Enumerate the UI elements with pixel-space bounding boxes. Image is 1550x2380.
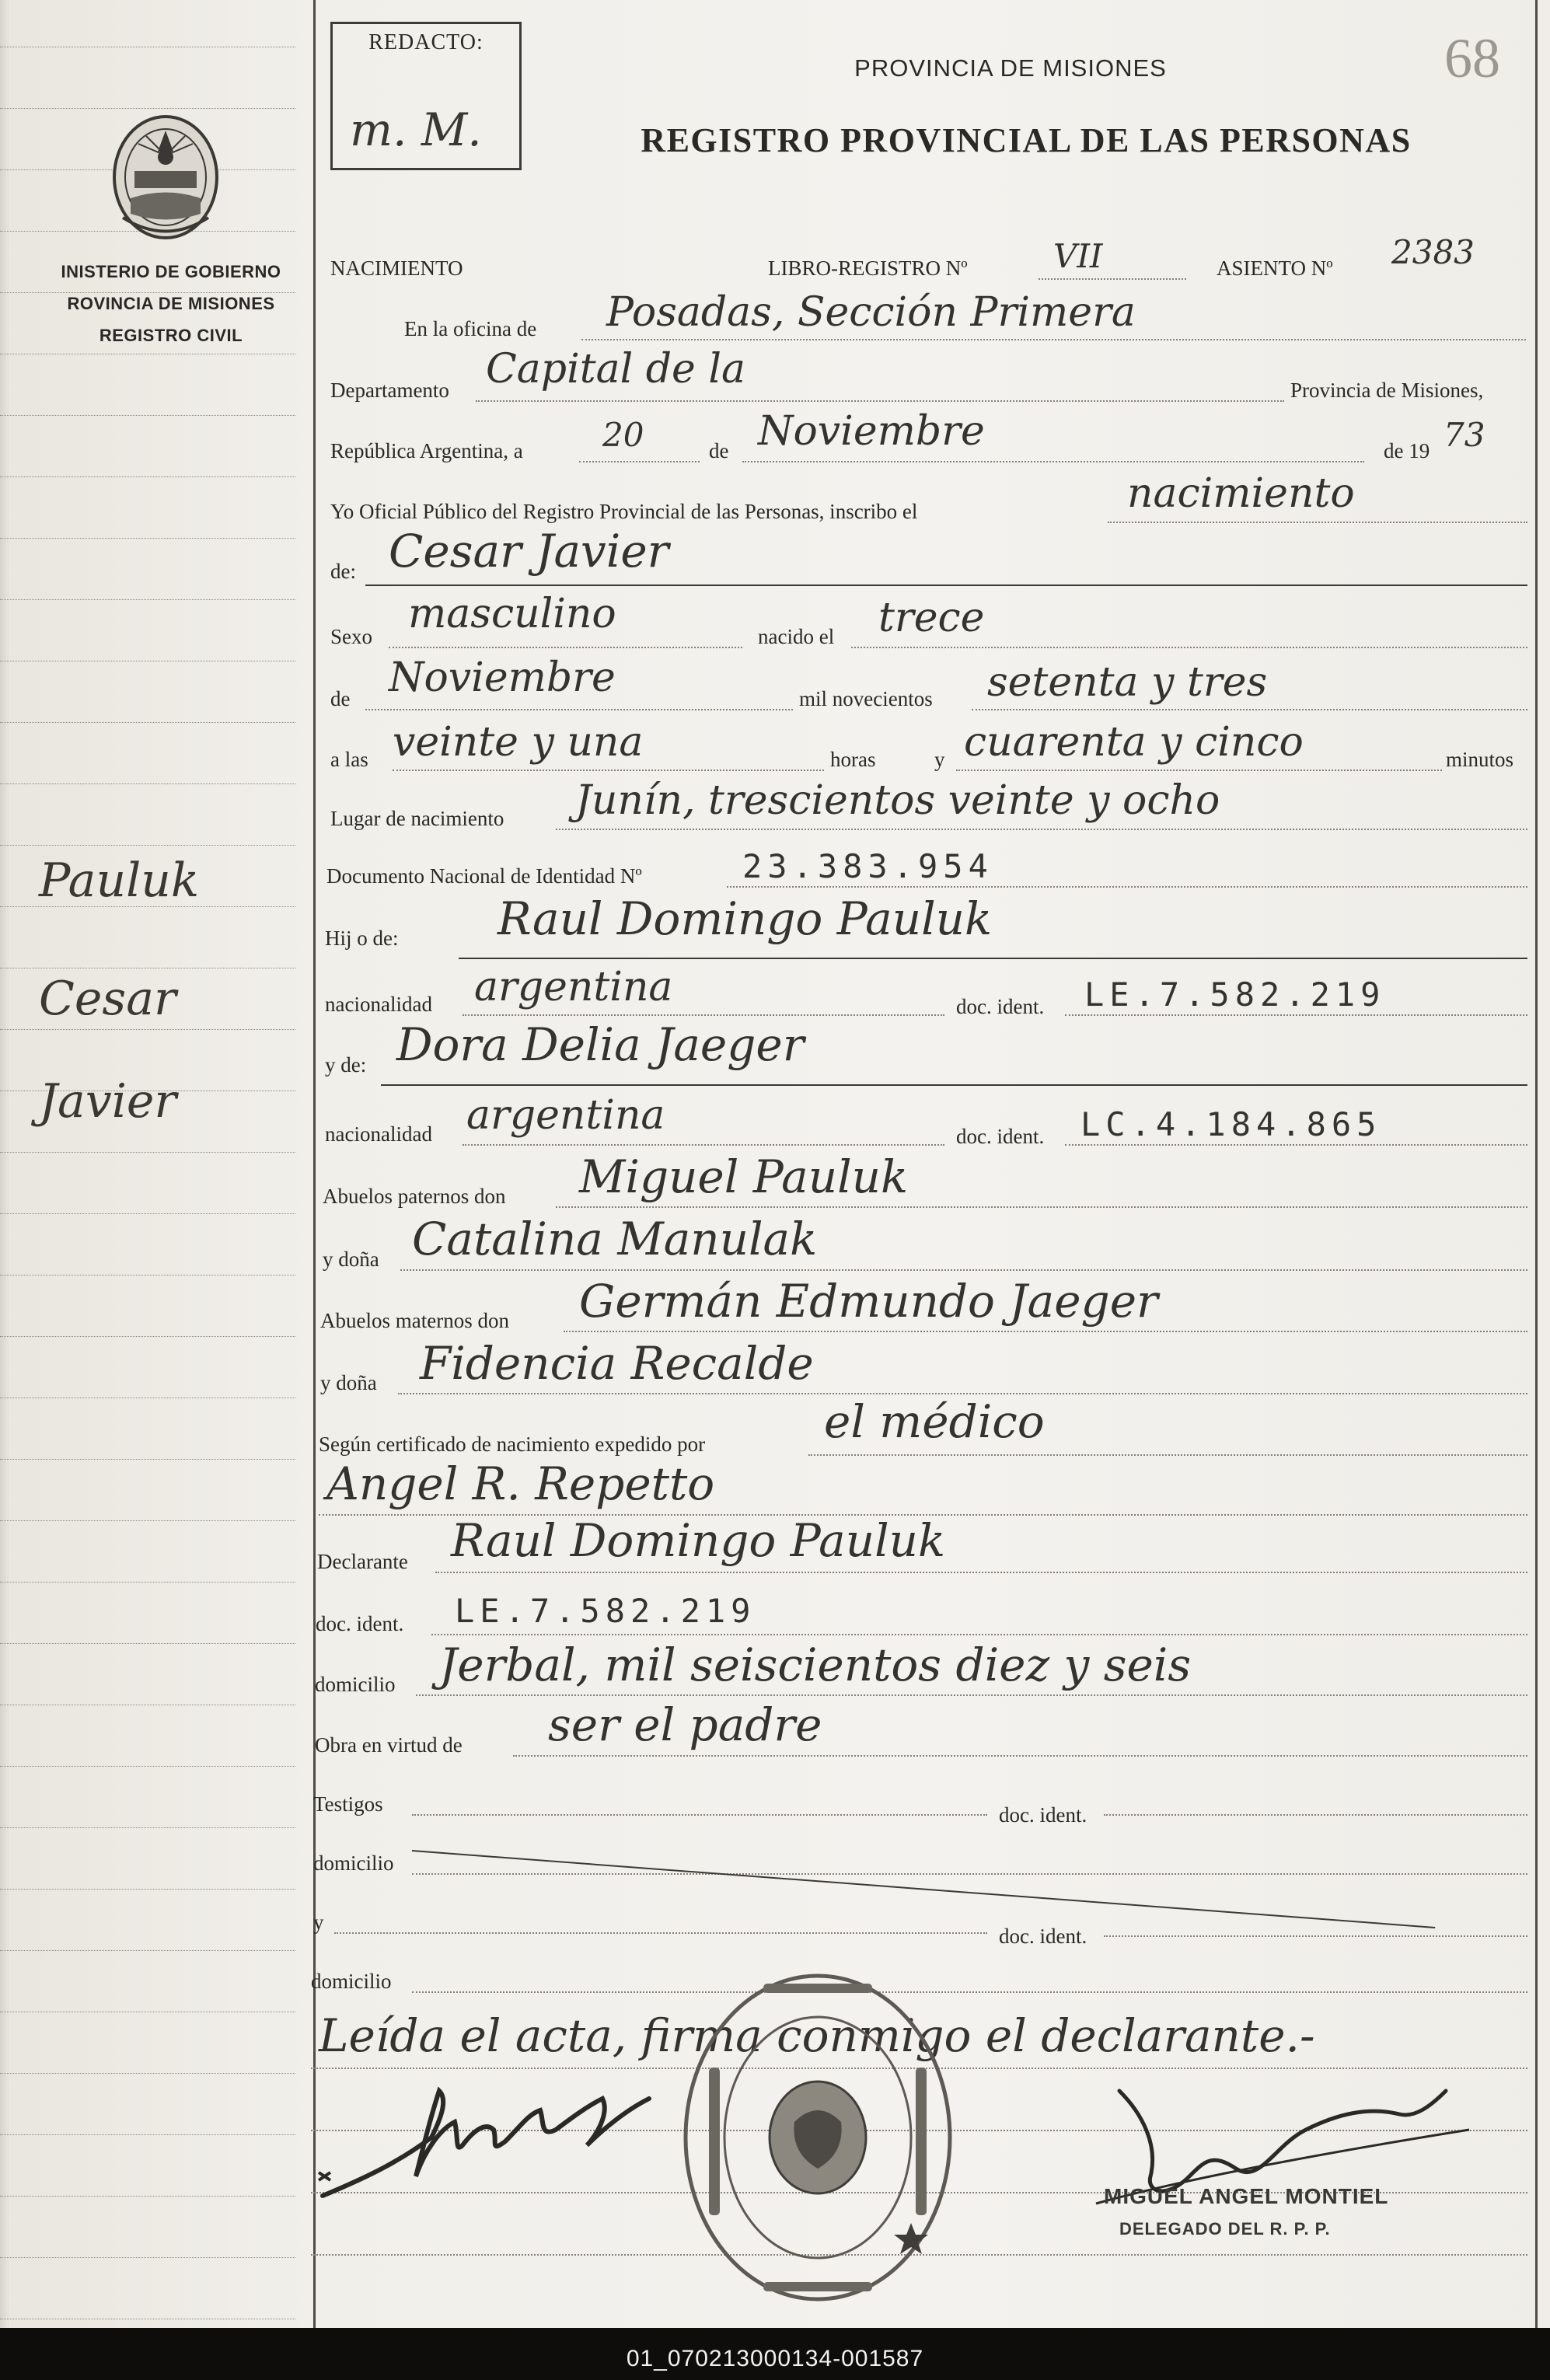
margin-rule: [0, 1459, 295, 1460]
margin-rule: [0, 722, 295, 723]
margin-rule: [0, 1336, 295, 1337]
birth-year-words: setenta y tres: [987, 659, 1268, 706]
margin-rule: [0, 1152, 295, 1153]
official-name: MIGUEL ANGEL MONTIEL: [1104, 2184, 1389, 2208]
official-statement: Yo Oficial Público del Registro Provincial de las Personas, inscribo el: [330, 500, 918, 523]
de2-label: de: [330, 687, 351, 710]
doctor-name: Angel R. Repetto: [326, 1457, 715, 1510]
department-value: Capital de la: [486, 346, 745, 393]
margin-rule: [0, 1889, 295, 1890]
province-title: PROVINCIA DE MISIONES: [854, 54, 1167, 82]
margin-rule: [0, 292, 295, 293]
closing-note: Leída el acta, firma conmigo el declarante.-: [319, 2009, 1315, 2062]
and-label: y: [934, 748, 945, 771]
act-type: nacimiento: [1127, 470, 1355, 517]
official-stamp-icon: [678, 1966, 958, 2308]
entry-number: 2383: [1391, 233, 1475, 271]
witness2-domicile-label: domicilio: [311, 1970, 392, 1993]
declarant-signature-icon: [307, 2068, 696, 2215]
margin-rule: [0, 2196, 295, 2197]
sex-label: Sexo: [330, 625, 372, 648]
father-doc: LE.7.582.219: [1084, 975, 1386, 1014]
declarant-domicile: Jerbal, mil seiscientos diez y seis: [439, 1638, 1192, 1691]
binding-strip: [0, 0, 11, 2328]
registry-title: REGISTRO PROVINCIAL DE LAS PERSONAS: [641, 121, 1412, 159]
margin-rule: [0, 1766, 295, 1767]
record-type-label: NACIMIENTO: [330, 256, 463, 280]
mother-doc: LC.4.184.865: [1080, 1105, 1382, 1143]
father-nationality-label: nacionalidad: [325, 993, 432, 1016]
paternal-grandmother: Catalina Manulak: [412, 1213, 818, 1265]
page-number: 68: [1444, 27, 1500, 89]
margin-rule: [0, 2257, 295, 2258]
registration-month: Noviembre: [758, 408, 985, 455]
birth-hour: veinte y una: [393, 719, 644, 766]
dni-label: Documento Nacional de Identidad Nº: [326, 864, 642, 888]
mother-nationality: argentina: [466, 1092, 665, 1139]
redacto-label: REDACTO:: [368, 30, 484, 54]
mother-doc-label: doc. ident.: [956, 1125, 1045, 1148]
born-label: nacido el: [758, 625, 835, 648]
registration-year: 73: [1444, 416, 1485, 454]
margin-rule: [0, 538, 295, 539]
paternal-label: Abuelos paternos don: [323, 1185, 506, 1208]
birthplace-value: Junín, trescientos veinte y ocho: [575, 777, 1220, 824]
ministry-line-3: REGISTRO CIVIL: [99, 326, 243, 345]
at-label: a las: [330, 748, 368, 771]
registration-day: 20: [602, 416, 644, 454]
maternal-grandfather: Germán Edmundo Jaeger: [579, 1275, 1158, 1328]
witnesses-label: Testigos: [313, 1792, 383, 1816]
ministry-line-2: ROVINCIA DE MISIONES: [67, 294, 275, 313]
provincial-seal-icon: [99, 109, 232, 245]
maternal-label: Abuelos maternos don: [320, 1309, 509, 1332]
birth-day: trece: [878, 595, 985, 641]
declarant-doc: LE.7.582.219: [455, 1592, 756, 1630]
office-value: Posadas, Sección Primera: [606, 289, 1136, 336]
mother-name: Dora Delia Jaeger: [396, 1018, 805, 1071]
official-role: DELEGADO DEL R. P. P.: [1119, 2219, 1331, 2239]
declarant-doc-label: doc. ident.: [316, 1612, 404, 1635]
office-label: En la oficina de: [404, 317, 537, 340]
de-label: de: [709, 439, 729, 462]
margin-rule: [0, 1643, 295, 1644]
declarant-label: Declarante: [317, 1550, 408, 1573]
maternal-dona-label: y doña: [320, 1371, 377, 1394]
father-nationality: argentina: [474, 964, 673, 1010]
paternal-grandfather: Miguel Pauluk: [579, 1150, 909, 1203]
ministry-line-1: INISTERIO DE GOBIERNO: [61, 262, 281, 281]
margin-given-name-2: Javier: [39, 1074, 177, 1129]
witness-domicile-label: domicilio: [313, 1851, 394, 1875]
domicile-label: domicilio: [315, 1673, 396, 1696]
year-prefix: de 19: [1384, 439, 1430, 462]
margin-rule: [0, 2073, 295, 2074]
mother-nationality-label: nacionalidad: [325, 1122, 432, 1146]
birthplace-label: Lugar de nacimiento: [330, 807, 504, 830]
left-margin: [0, 0, 315, 2328]
margin-rule: [0, 1827, 295, 1828]
margin-rule: [0, 845, 295, 846]
margin-rule: [0, 1950, 295, 1951]
margin-rule: [0, 476, 295, 477]
book-number: VII: [1053, 237, 1103, 275]
dni-value: 23.383.954: [742, 847, 993, 885]
sex-value: masculino: [408, 591, 616, 637]
margin-rule: [0, 783, 295, 784]
footer-image-id: 01_070213000134-001587: [626, 2346, 924, 2371]
redacto-initials: m. M.: [350, 103, 482, 156]
minutes-label: minutos: [1446, 748, 1514, 771]
certificate-issuer: el médico: [824, 1395, 1045, 1448]
margin-surname: Pauluk: [39, 853, 200, 908]
witness2-doc-label: doc. ident.: [999, 1925, 1087, 1948]
father-name: Raul Domingo Pauluk: [497, 892, 993, 945]
cancellation-line: [412, 1850, 1435, 1928]
father-doc-label: doc. ident.: [956, 995, 1045, 1018]
of-label: de:: [330, 560, 356, 583]
margin-rule: [0, 1213, 295, 1214]
witness-and-label: y: [313, 1911, 324, 1934]
right-vertical-rule: [1535, 0, 1538, 2328]
margin-given-name-1: Cesar: [39, 972, 176, 1026]
entry-label: ASIENTO Nº: [1217, 256, 1333, 280]
margin-rule: [0, 415, 295, 416]
witness-doc-label: doc. ident.: [999, 1803, 1087, 1827]
hours-label: horas: [830, 748, 876, 771]
birth-minute: cuarenta y cinco: [964, 719, 1304, 766]
maternal-grandmother: Fidencia Recalde: [420, 1337, 814, 1390]
declarant-name: Raul Domingo Pauluk: [451, 1514, 946, 1567]
child-name: Cesar Javier: [389, 525, 669, 578]
acts-label: Obra en virtud de: [315, 1733, 463, 1757]
thousand-label: mil novecientos: [799, 687, 933, 710]
acts-value: ser el padre: [548, 1698, 822, 1751]
redacto-box: [330, 22, 522, 170]
book-label: LIBRO-REGISTRO Nº: [768, 256, 968, 280]
margin-rule: [0, 2134, 295, 2135]
margin-rule: [0, 1582, 295, 1583]
child-of-label: Hij o de:: [325, 927, 399, 950]
and-of-label: y de:: [325, 1053, 367, 1077]
certificate-label: Según certificado de nacimiento expedido por: [319, 1433, 706, 1456]
margin-rule: [0, 1029, 295, 1030]
margin-rule: [0, 599, 295, 600]
paternal-dona-label: y doña: [323, 1248, 379, 1271]
department-label: Departamento: [330, 379, 449, 402]
republic-label: República Argentina, a: [330, 439, 523, 462]
margin-rule: [0, 1520, 295, 1521]
birth-month: Noviembre: [389, 654, 616, 701]
province-suffix: Provincia de Misiones,: [1290, 379, 1484, 402]
